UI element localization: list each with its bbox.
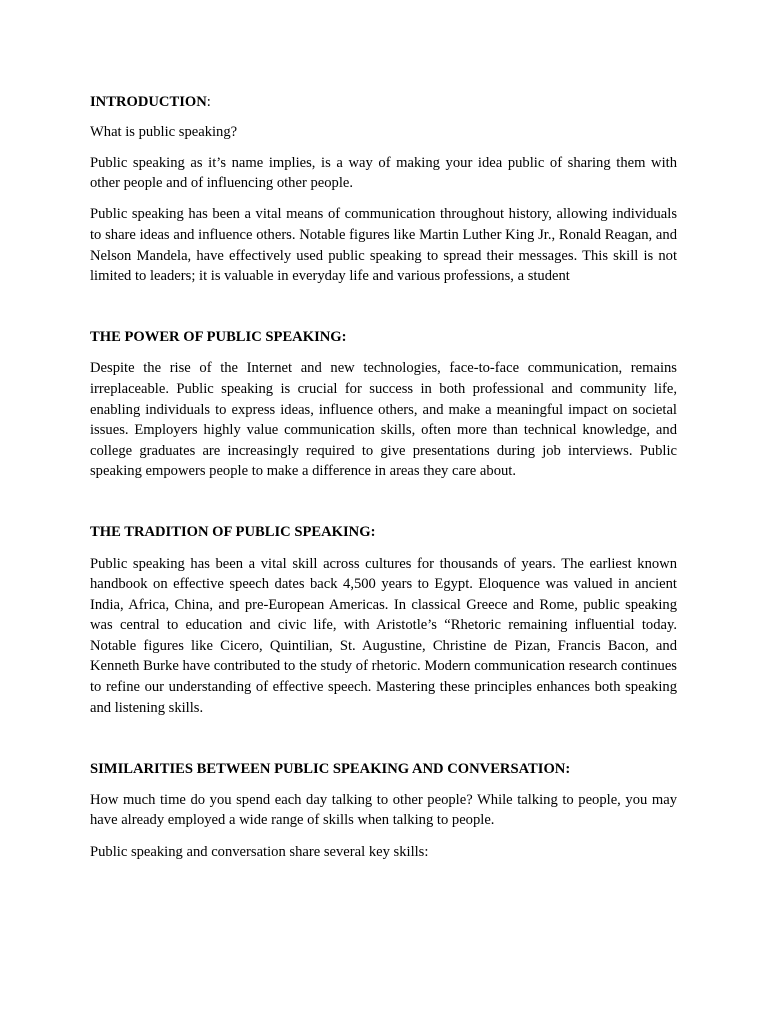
similarities-paragraph-2: Public speaking and conversation share several key skills: xyxy=(90,843,429,860)
tradition-paragraph: Public speaking has been a vital skill across cultures for thousands of years. The earliest known handbook on effective speech dates back 4,500 years to Egypt. Eloquence was valued in ancient India, Africa, China, and pre-European Americas. In classical Greece and Rome, public speaking was central to education and civic life, with Aristotle’s “Rhetoric remaining influential today. Notable figures like Cicero, Quintilian, St. Augustine, Christine de Pizan, Francis Bacon, and Kenneth Burke have contributed to the study of rhetoric. Modern communication research continues to refine our understanding of effective speech. Mastering these principles enhances both speaking and listening skills. xyxy=(90,555,677,716)
tradition-heading: THE TRADITION OF PUBLIC SPEAKING: xyxy=(90,524,376,541)
intro-heading xyxy=(90,92,677,113)
power-heading: THE POWER OF PUBLIC SPEAKING: xyxy=(90,329,347,346)
power-paragraph: Despite the rise of the Internet and new technologies, face-to-face communication, remains irreplaceable. Public speaking is crucial for success in both professional and community life, enabling individuals to express ideas, influence others, and make a meaningful impact on societal issues. Employers highly value communication skills, often more than technical knowledge, and college graduates are increasingly required to give presentations during job interviews. Public speaking empowers people to make a difference in areas they care about. xyxy=(90,360,677,480)
intro-paragraph-1: Public speaking as it’s name implies, is a way of making your idea public of sharing them with other people and of influencing other people. xyxy=(90,154,677,192)
document-body xyxy=(90,92,677,873)
section-spacer xyxy=(90,729,677,759)
section-spacer xyxy=(90,492,677,522)
similarities-paragraph-1: How much time do you spend each day talking to other people? While talking to people, you may have already employed a wide range of skills when talking to people. xyxy=(90,791,677,829)
intro-heading-text: INTRODUCTION xyxy=(90,94,207,110)
section-spacer xyxy=(90,297,677,327)
similarities-heading: SIMILARITIES BETWEEN PUBLIC SPEAKING AND CONVERSATION: xyxy=(90,760,571,777)
intro-heading-colon: : xyxy=(206,94,211,110)
intro-question: What is public speaking? xyxy=(90,123,238,140)
intro-paragraph-2: Public speaking has been a vital means of communication throughout history, allowing individuals to share ideas and influence others. Notable figures like Martin Luther King Jr., Ronald Reagan, and Nelson Mandela, have effectively used public speaking to spread their messages. This skill is not limited to leaders; it is valuable in everyday life and various professions, a student xyxy=(90,206,677,285)
